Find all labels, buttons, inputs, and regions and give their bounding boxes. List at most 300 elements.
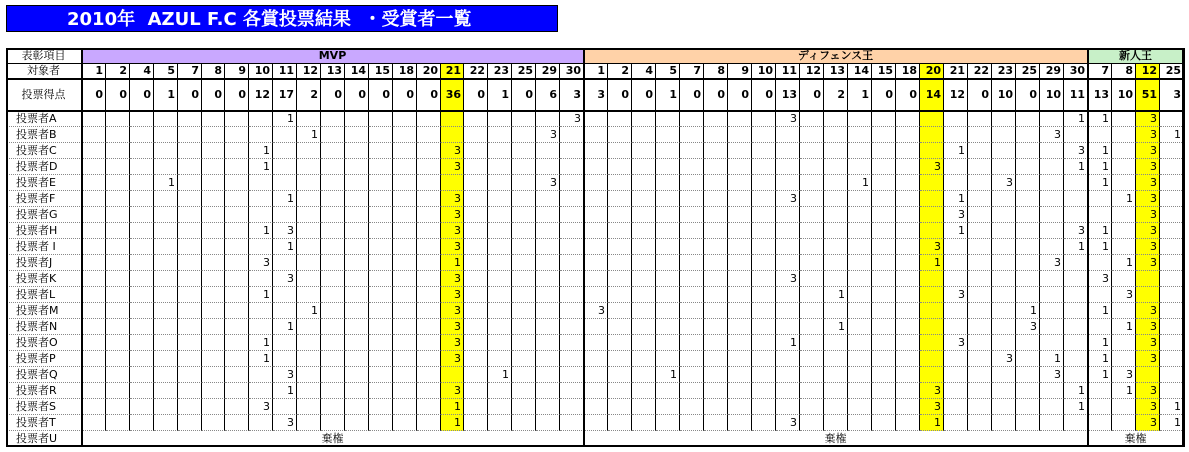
vote-cell <box>800 319 824 335</box>
vote-cell <box>608 271 632 287</box>
vote-cell <box>225 255 249 271</box>
vote-cell <box>656 255 680 271</box>
vote-cell <box>417 255 441 271</box>
vote-cell <box>728 335 752 351</box>
vote-cell <box>393 287 417 303</box>
vote-cell <box>297 175 321 191</box>
player-score: 1 <box>154 79 178 111</box>
vote-cell <box>488 399 512 415</box>
vote-cell <box>632 159 656 175</box>
vote-cell <box>82 367 106 383</box>
vote-cell <box>1040 223 1064 239</box>
vote-cell: 1 <box>1088 351 1112 367</box>
vote-cell <box>321 415 345 431</box>
vote-cell <box>154 207 178 223</box>
vote-cell <box>106 383 130 399</box>
vote-cell <box>106 303 130 319</box>
vote-cell <box>800 367 824 383</box>
vote-cell <box>560 127 584 143</box>
vote-cell <box>992 159 1016 175</box>
vote-cell: 1 <box>249 351 273 367</box>
vote-cell: 3 <box>1136 319 1160 335</box>
vote-cell: 1 <box>154 175 178 191</box>
vote-cell <box>1160 271 1184 287</box>
vote-cell <box>106 415 130 431</box>
vote-cell <box>1016 111 1040 127</box>
vote-cell <box>154 255 178 271</box>
vote-cell <box>273 287 297 303</box>
voter-name: 投票者G <box>6 207 82 223</box>
player-number: 12 <box>1136 64 1160 79</box>
vote-cell <box>417 143 441 159</box>
player-number: 11 <box>273 64 297 79</box>
vote-cell: 3 <box>536 175 560 191</box>
vote-cell <box>82 319 106 335</box>
vote-cell <box>992 223 1016 239</box>
vote-cell <box>178 367 202 383</box>
vote-cell <box>369 415 393 431</box>
vote-cell <box>1064 335 1088 351</box>
section-header-1: ディフェンス王 <box>584 48 1088 64</box>
vote-cell: 1 <box>1160 127 1184 143</box>
vote-cell: 3 <box>1040 127 1064 143</box>
vote-cell: 1 <box>273 191 297 207</box>
vote-cell <box>464 399 488 415</box>
vote-cell <box>1064 303 1088 319</box>
player-number: 12 <box>297 64 321 79</box>
voter-name: 投票者P <box>6 351 82 367</box>
vote-cell <box>968 367 992 383</box>
vote-cell <box>273 207 297 223</box>
vote-cell <box>944 271 968 287</box>
vote-cell <box>512 351 536 367</box>
vote-cell <box>584 239 608 255</box>
vote-cell <box>273 127 297 143</box>
vote-cell <box>656 303 680 319</box>
vote-cell <box>680 255 704 271</box>
vote-cell <box>656 143 680 159</box>
vote-cell <box>1160 207 1184 223</box>
vote-cell <box>369 191 393 207</box>
vote-cell <box>824 191 848 207</box>
vote-cell <box>1088 127 1112 143</box>
player-number: 18 <box>896 64 920 79</box>
vote-cell: 3 <box>1064 143 1088 159</box>
vote-cell <box>1160 143 1184 159</box>
vote-cell <box>345 335 369 351</box>
player-number: 14 <box>345 64 369 79</box>
vote-cell <box>728 223 752 239</box>
vote-cell <box>848 143 872 159</box>
vote-cell <box>992 303 1016 319</box>
vote-cell <box>464 111 488 127</box>
vote-cell <box>130 207 154 223</box>
vote-cell <box>1016 223 1040 239</box>
player-score: 36 <box>441 79 464 111</box>
vote-cell <box>872 223 896 239</box>
vote-cell <box>1160 159 1184 175</box>
player-score: 0 <box>130 79 154 111</box>
vote-cell <box>752 271 776 287</box>
vote-cell: 3 <box>1136 159 1160 175</box>
vote-cell <box>872 351 896 367</box>
player-score: 0 <box>896 79 920 111</box>
player-score: 12 <box>944 79 968 111</box>
vote-cell <box>944 303 968 319</box>
vote-cell <box>800 159 824 175</box>
vote-cell: 3 <box>249 255 273 271</box>
vote-cell <box>488 191 512 207</box>
vote-cell <box>225 111 249 127</box>
vote-cell <box>896 383 920 399</box>
vote-cell <box>680 367 704 383</box>
vote-cell <box>321 255 345 271</box>
vote-cell: 3 <box>441 303 464 319</box>
vote-cell: 1 <box>1088 223 1112 239</box>
voter-name: 投票者D <box>6 159 82 175</box>
vote-cell <box>130 175 154 191</box>
vote-cell <box>752 287 776 303</box>
vote-cell <box>512 399 536 415</box>
vote-cell <box>417 335 441 351</box>
vote-cell <box>896 255 920 271</box>
vote-cell <box>968 399 992 415</box>
player-score: 0 <box>1016 79 1040 111</box>
vote-cell <box>920 175 944 191</box>
vote-cell <box>106 239 130 255</box>
vote-cell <box>130 271 154 287</box>
vote-cell <box>178 127 202 143</box>
vote-cell <box>1112 223 1136 239</box>
vote-cell <box>704 191 728 207</box>
vote-cell <box>872 159 896 175</box>
vote-cell: 1 <box>249 159 273 175</box>
vote-cell <box>1040 239 1064 255</box>
vote-cell <box>1016 271 1040 287</box>
vote-cell <box>130 383 154 399</box>
voter-name: 投票者K <box>6 271 82 287</box>
vote-cell <box>321 351 345 367</box>
vote-cell: 3 <box>441 271 464 287</box>
vote-cell <box>441 367 464 383</box>
vote-cell <box>776 255 800 271</box>
vote-cell <box>225 207 249 223</box>
vote-cell <box>680 351 704 367</box>
vote-cell <box>848 351 872 367</box>
vote-cell <box>106 319 130 335</box>
vote-cell <box>273 175 297 191</box>
vote-cell <box>896 207 920 223</box>
vote-cell <box>896 303 920 319</box>
vote-cell <box>608 303 632 319</box>
vote-cell <box>130 367 154 383</box>
vote-cell: 3 <box>776 191 800 207</box>
vote-cell <box>896 319 920 335</box>
vote-cell <box>896 399 920 415</box>
vote-cell: 1 <box>944 191 968 207</box>
vote-cell <box>178 271 202 287</box>
player-score: 0 <box>178 79 202 111</box>
vote-cell <box>704 303 728 319</box>
vote-cell: 1 <box>1112 191 1136 207</box>
vote-cell <box>488 223 512 239</box>
vote-cell <box>728 271 752 287</box>
vote-cell <box>321 335 345 351</box>
vote-cell <box>130 415 154 431</box>
vote-cell <box>920 287 944 303</box>
vote-cell <box>704 415 728 431</box>
vote-cell <box>512 383 536 399</box>
vote-cell <box>992 367 1016 383</box>
vote-cell: 1 <box>1088 239 1112 255</box>
vote-cell <box>632 335 656 351</box>
vote-cell <box>968 383 992 399</box>
vote-cell <box>872 319 896 335</box>
vote-cell: 3 <box>920 239 944 255</box>
vote-cell <box>464 191 488 207</box>
vote-cell <box>345 143 369 159</box>
vote-cell: 3 <box>1136 239 1160 255</box>
vote-cell <box>1040 175 1064 191</box>
vote-cell <box>632 319 656 335</box>
vote-cell <box>536 399 560 415</box>
vote-cell <box>1064 415 1088 431</box>
vote-cell: 3 <box>776 111 800 127</box>
vote-cell <box>512 335 536 351</box>
vote-cell <box>800 351 824 367</box>
voter-name: 投票者H <box>6 223 82 239</box>
vote-cell <box>560 399 584 415</box>
vote-cell <box>154 143 178 159</box>
vote-cell <box>106 351 130 367</box>
player-score: 0 <box>704 79 728 111</box>
vote-cell <box>82 287 106 303</box>
vote-cell <box>202 207 225 223</box>
vote-cell <box>632 287 656 303</box>
player-score: 1 <box>656 79 680 111</box>
vote-cell: 3 <box>441 239 464 255</box>
vote-cell <box>560 175 584 191</box>
vote-cell <box>417 175 441 191</box>
vote-cell <box>154 367 178 383</box>
vote-cell: 3 <box>1136 351 1160 367</box>
vote-cell <box>536 111 560 127</box>
vote-cell <box>752 127 776 143</box>
vote-cell <box>896 239 920 255</box>
vote-cell: 1 <box>273 383 297 399</box>
vote-cell <box>752 207 776 223</box>
category-header-label: 表彰項目 <box>6 48 82 64</box>
vote-cell <box>824 399 848 415</box>
vote-cell: 1 <box>1088 303 1112 319</box>
vote-cell <box>752 143 776 159</box>
vote-cell <box>896 159 920 175</box>
vote-cell <box>297 255 321 271</box>
vote-cell <box>1016 191 1040 207</box>
player-number: 21 <box>944 64 968 79</box>
vote-cell: 3 <box>441 223 464 239</box>
vote-cell <box>848 239 872 255</box>
vote-cell <box>297 143 321 159</box>
vote-cell <box>824 127 848 143</box>
vote-cell <box>297 159 321 175</box>
vote-cell <box>680 319 704 335</box>
vote-cell <box>944 159 968 175</box>
vote-cell <box>800 383 824 399</box>
vote-cell <box>345 319 369 335</box>
vote-cell: 3 <box>944 207 968 223</box>
vote-cell <box>130 319 154 335</box>
vote-cell <box>1112 111 1136 127</box>
vote-cell <box>872 303 896 319</box>
vote-cell: 1 <box>920 415 944 431</box>
vote-cell <box>393 191 417 207</box>
vote-cell <box>464 319 488 335</box>
vote-cell: 3 <box>441 319 464 335</box>
vote-cell <box>369 287 393 303</box>
vote-cell <box>1040 191 1064 207</box>
vote-cell <box>1016 399 1040 415</box>
page-title: 2010年 AZUL F.C 各賞投票結果 ・受賞者一覧 <box>6 5 558 32</box>
vote-cell <box>800 399 824 415</box>
voter-name: 投票者R <box>6 383 82 399</box>
vote-cell <box>584 415 608 431</box>
vote-cell <box>680 191 704 207</box>
vote-cell <box>512 319 536 335</box>
vote-cell <box>704 271 728 287</box>
vote-cell <box>441 127 464 143</box>
vote-cell <box>800 223 824 239</box>
vote-cell <box>464 159 488 175</box>
vote-cell <box>872 367 896 383</box>
vote-cell <box>321 191 345 207</box>
vote-cell <box>968 271 992 287</box>
vote-cell <box>800 271 824 287</box>
vote-cell <box>872 239 896 255</box>
vote-cell <box>1064 175 1088 191</box>
vote-cell <box>680 383 704 399</box>
vote-cell <box>369 175 393 191</box>
vote-cell <box>728 319 752 335</box>
player-score: 6 <box>536 79 560 111</box>
vote-cell: 1 <box>1064 239 1088 255</box>
vote-cell <box>297 287 321 303</box>
vote-cell <box>321 319 345 335</box>
vote-cell <box>920 111 944 127</box>
vote-cell <box>82 271 106 287</box>
vote-cell <box>202 111 225 127</box>
vote-cell <box>968 351 992 367</box>
vote-cell <box>297 111 321 127</box>
vote-cell <box>1088 191 1112 207</box>
vote-cell <box>656 383 680 399</box>
vote-cell <box>273 159 297 175</box>
player-number: 4 <box>130 64 154 79</box>
vote-cell <box>896 271 920 287</box>
vote-cell <box>680 175 704 191</box>
vote-cell <box>560 383 584 399</box>
vote-cell <box>417 415 441 431</box>
vote-cell <box>1064 271 1088 287</box>
vote-cell <box>369 207 393 223</box>
vote-cell <box>704 335 728 351</box>
vote-cell <box>202 415 225 431</box>
section-header-0: MVP <box>82 48 584 64</box>
vote-cell: 1 <box>656 367 680 383</box>
vote-cell <box>848 303 872 319</box>
vote-cell <box>704 143 728 159</box>
vote-cell <box>824 383 848 399</box>
vote-cell <box>202 223 225 239</box>
vote-cell <box>656 127 680 143</box>
vote-cell <box>202 191 225 207</box>
vote-cell <box>944 415 968 431</box>
vote-cell <box>488 127 512 143</box>
vote-cell <box>920 319 944 335</box>
vote-cell <box>920 191 944 207</box>
vote-cell <box>656 399 680 415</box>
vote-cell <box>632 399 656 415</box>
vote-cell <box>848 271 872 287</box>
vote-cell <box>728 159 752 175</box>
vote-cell <box>106 287 130 303</box>
vote-cell <box>608 207 632 223</box>
vote-cell <box>1064 127 1088 143</box>
vote-cell <box>752 351 776 367</box>
vote-cell <box>632 223 656 239</box>
vote-cell <box>178 159 202 175</box>
vote-cell <box>273 143 297 159</box>
vote-cell <box>992 143 1016 159</box>
player-score: 0 <box>872 79 896 111</box>
vote-cell <box>345 239 369 255</box>
vote-cell <box>584 159 608 175</box>
vote-cell <box>369 127 393 143</box>
vote-cell <box>488 383 512 399</box>
vote-cell <box>417 367 441 383</box>
vote-cell <box>82 399 106 415</box>
vote-cell <box>560 271 584 287</box>
vote-cell <box>178 239 202 255</box>
vote-cell <box>1112 399 1136 415</box>
vote-cell <box>464 335 488 351</box>
voter-name: 投票者E <box>6 175 82 191</box>
vote-cell <box>441 175 464 191</box>
player-number: 25 <box>1160 64 1184 79</box>
vote-cell: 3 <box>1016 319 1040 335</box>
player-number: 2 <box>608 64 632 79</box>
vote-cell: 3 <box>441 191 464 207</box>
vote-cell <box>944 351 968 367</box>
vote-cell: 3 <box>273 367 297 383</box>
vote-cell <box>824 223 848 239</box>
vote-cell <box>273 255 297 271</box>
vote-cell: 3 <box>920 399 944 415</box>
vote-cell <box>202 271 225 287</box>
vote-cell <box>800 143 824 159</box>
player-number: 1 <box>584 64 608 79</box>
vote-cell <box>752 111 776 127</box>
vote-cell <box>297 191 321 207</box>
vote-cell <box>154 415 178 431</box>
vote-cell <box>536 351 560 367</box>
vote-cell <box>82 207 106 223</box>
vote-cell <box>680 303 704 319</box>
vote-cell <box>944 239 968 255</box>
vote-cell <box>1112 175 1136 191</box>
vote-cell <box>800 303 824 319</box>
vote-cell <box>106 159 130 175</box>
